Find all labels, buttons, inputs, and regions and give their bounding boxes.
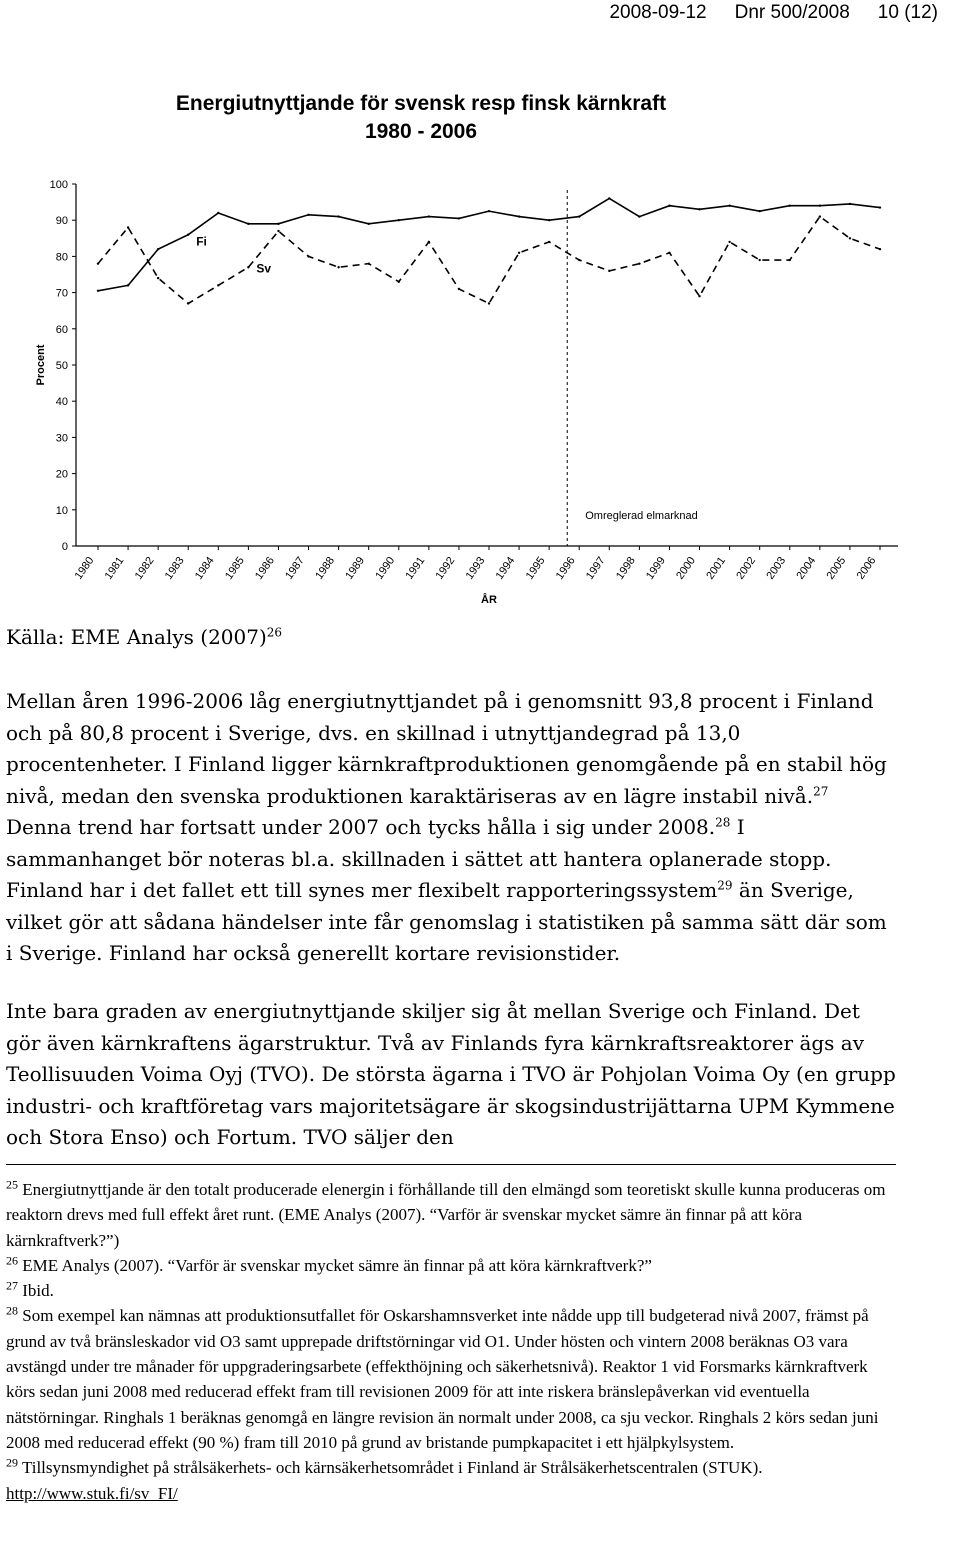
data-point-sv bbox=[879, 248, 881, 250]
data-point-fi bbox=[458, 217, 460, 219]
series-label-sv: Sv bbox=[256, 261, 272, 276]
x-tick-label: 1980 bbox=[72, 554, 97, 582]
data-point-sv bbox=[127, 226, 129, 228]
paragraph-1-part-2: Denna trend har fortsatt under 2007 och tycks hålla i sig under 2008. bbox=[6, 815, 716, 839]
data-point-fi bbox=[608, 197, 610, 199]
y-tick-label: 50 bbox=[55, 360, 68, 372]
y-tick-label: 30 bbox=[55, 432, 68, 445]
footnote-25-number: 25 bbox=[6, 1177, 18, 1192]
footnote-28-number: 28 bbox=[6, 1303, 18, 1318]
header-date: 2008-09-12 bbox=[609, 2, 707, 23]
footnote-ref-26: 26 bbox=[266, 625, 283, 640]
source-text: Källa: EME Analys (2007) bbox=[6, 625, 267, 649]
footnote-27-text: Ibid. bbox=[22, 1281, 54, 1301]
stuk-link[interactable]: http://www.stuk.fi/sv_FI/ bbox=[6, 1483, 178, 1503]
paragraph-1-part-3: I sammanhanget bör noteras bl.a. skillnaden i sättet att hantera oplanerade stopp. Finland har i det fallet ett till synes mer flexibelt rapporteringssystem bbox=[6, 815, 832, 902]
data-point-sv bbox=[578, 259, 580, 261]
data-point-sv bbox=[307, 255, 309, 257]
data-point-sv bbox=[398, 281, 400, 283]
data-point-fi bbox=[307, 214, 309, 216]
x-tick-label: 2004 bbox=[794, 554, 819, 582]
data-point-sv bbox=[458, 288, 460, 290]
footnotes bbox=[6, 1164, 896, 1506]
x-tick-label: 1995 bbox=[523, 554, 548, 582]
x-tick-label: 2001 bbox=[704, 554, 729, 582]
x-tick-label: 1997 bbox=[583, 554, 608, 582]
x-tick-label: 2005 bbox=[824, 554, 849, 582]
chart-subtitle: 1980 - 2006 bbox=[364, 120, 478, 143]
data-point-fi bbox=[728, 205, 730, 207]
data-point-sv bbox=[518, 252, 520, 254]
x-tick-label: 1989 bbox=[343, 554, 368, 582]
paragraph-2-text: Inte bara graden av energiutnyttjande skiljer sig åt mellan Sverige och Finland. Det gör även kärnkraftens ägarstruktur. Två av Finlands fyra kärnkraftsreaktorer ägs av Teollisuuden Voima Oyj (TVO). De största ägarna i TVO är Pohjolan Voima Oy (en grupp industri- och kraftföretag vars majoritetsägare är skogsindustrijättarna UPM Kymmene och Stora Enso) och Fortum. TVO säljer den bbox=[6, 999, 896, 1149]
y-tick-label: 100 bbox=[49, 179, 68, 191]
data-point-sv bbox=[277, 230, 279, 232]
x-tick-label: 1991 bbox=[403, 554, 428, 582]
footnote-25 bbox=[6, 1177, 896, 1253]
data-point-sv bbox=[728, 241, 730, 243]
chart-title: Energiutnyttjande för svensk resp finsk kärnkraft bbox=[175, 92, 667, 115]
x-tick-label: 1993 bbox=[463, 554, 488, 582]
data-point-fi bbox=[337, 215, 339, 217]
data-point-sv bbox=[488, 302, 490, 304]
data-point-sv bbox=[698, 295, 700, 297]
data-point-fi bbox=[157, 248, 159, 250]
data-point-sv bbox=[789, 259, 791, 261]
utilization-line-chart bbox=[20, 86, 910, 611]
y-tick-label: 0 bbox=[61, 541, 68, 553]
data-point-fi bbox=[277, 223, 279, 225]
data-point-fi bbox=[247, 223, 249, 225]
data-point-sv bbox=[367, 262, 369, 264]
data-point-sv bbox=[428, 241, 430, 243]
chart-source bbox=[6, 622, 896, 654]
footnote-26-text: EME Analys (2007). “Varför är svenskar mycket sämre än finnar på att köra kärnkraftverk?” bbox=[22, 1255, 652, 1275]
data-point-sv bbox=[187, 302, 189, 304]
y-tick-label: 10 bbox=[55, 504, 68, 517]
data-point-sv bbox=[638, 262, 640, 264]
data-point-fi bbox=[367, 223, 369, 225]
footnote-29-text: Tillsynsmyndighet på strålsäkerhets- och kärnsäkerhetsområdet i Finland är Strålsäkerhetscentralen (STUK). bbox=[21, 1458, 763, 1478]
footnote-29-number: 29 bbox=[6, 1455, 18, 1470]
series-label-fi: Fi bbox=[196, 234, 207, 249]
x-tick-label: 1999 bbox=[644, 554, 668, 582]
data-point-sv bbox=[97, 262, 99, 264]
x-tick-label: 1996 bbox=[553, 554, 578, 582]
x-tick-label: 2000 bbox=[674, 554, 698, 582]
x-tick-label: 1986 bbox=[253, 554, 277, 582]
data-point-fi bbox=[398, 219, 400, 221]
data-point-fi bbox=[97, 290, 99, 292]
footnote-ref-27: 27 bbox=[813, 783, 829, 798]
data-point-fi bbox=[849, 203, 851, 205]
data-point-sv bbox=[217, 284, 219, 286]
y-tick-label: 70 bbox=[55, 287, 68, 300]
data-point-fi bbox=[578, 215, 580, 217]
footnote-27 bbox=[6, 1278, 896, 1303]
y-tick-label: 20 bbox=[55, 468, 68, 481]
y-tick-label: 90 bbox=[55, 215, 68, 228]
x-tick-label: 1990 bbox=[373, 554, 398, 582]
data-point-sv bbox=[758, 259, 760, 261]
data-point-fi bbox=[187, 233, 189, 235]
data-point-fi bbox=[518, 215, 520, 217]
series-line-sv bbox=[98, 217, 880, 304]
paragraph-1-part-4: än Sverige, vilket gör att sådana händelser inte får genomslag i statistiken på samma sätt där som i Sverige. Finland har också generellt kortare revisionstider. bbox=[6, 878, 887, 965]
x-tick-label: 1987 bbox=[283, 554, 307, 582]
data-point-fi bbox=[548, 219, 550, 221]
data-point-sv bbox=[247, 266, 249, 268]
footnote-ref-28: 28 bbox=[715, 815, 731, 830]
y-tick-label: 60 bbox=[55, 323, 68, 336]
x-tick-label: 1994 bbox=[493, 554, 518, 582]
paragraph-1 bbox=[6, 686, 896, 970]
data-point-sv bbox=[608, 270, 610, 272]
x-tick-label: 2006 bbox=[854, 554, 879, 582]
footnote-26 bbox=[6, 1253, 896, 1278]
footnote-28-text: Som exempel kan nämnas att produktionsutfallet för Oskarshamnsverket inte nådde upp till budgeterad nivå 2007, främst på grund av två bränsleskador vid O3 samt upprepade driftstörningar vid O1. Under hösten och vintern 2008 beräknas O3 vara avstängd under tre månader för uppgraderingsarbete (effekthöjning och säkerhetsnivå). Reaktor 1 vid Forsmarks kärnkraftverk körs sedan juni 2008 med reducerad effekt fram till revisionen 2009 för att inte riskera bränslepåverkan vid eventuella nätstörningar. Ringhals 1 beräknas genomgå en längre revision än normalt under 2008, ca sju veckor. Ringhals 2 körs sedan juni 2008 med reducerad effekt (90 %) fram till 2010 på grund av bristande pumpkapacitet i ett hjälpkylsystem. bbox=[6, 1306, 879, 1452]
y-tick-label: 80 bbox=[55, 251, 68, 264]
data-point-fi bbox=[428, 215, 430, 217]
x-tick-label: 2002 bbox=[734, 554, 759, 582]
deregulation-annotation: Omreglerad elmarknad bbox=[585, 509, 698, 522]
data-point-sv bbox=[337, 266, 339, 268]
x-tick-label: 1998 bbox=[613, 554, 638, 582]
footnote-26-number: 26 bbox=[6, 1253, 18, 1268]
data-point-sv bbox=[849, 237, 851, 239]
data-point-sv bbox=[819, 215, 821, 217]
footnote-ref-29: 29 bbox=[717, 878, 733, 893]
paragraph-1-part-1: Mellan åren 1996-2006 låg energiutnyttjandet på i genomsnitt 93,8 procent i Finland och på 80,8 procent i Sverige, dvs. en skillnad i utnyttjandegrad på 13,0 procentenheter. I Finland ligger kärnkraftproduktionen genomgående på en stabil hög nivå, medan den svenska produktionen karaktäriseras av en lägre instabil nivå. bbox=[6, 689, 887, 808]
y-tick-label: 40 bbox=[55, 396, 68, 409]
data-point-sv bbox=[668, 252, 670, 254]
footnote-27-number: 27 bbox=[6, 1278, 18, 1293]
data-point-sv bbox=[548, 241, 550, 243]
y-axis-label: Procent bbox=[35, 344, 47, 386]
paragraph-2 bbox=[6, 996, 896, 1154]
data-point-fi bbox=[488, 210, 490, 212]
header-page-number: 10 (12) bbox=[877, 2, 938, 23]
data-point-fi bbox=[698, 208, 700, 210]
footnote-25-text: Energiutnyttjande är den totalt producerade elenergin i förhållande till den elmängd som teoretiskt skulle kunna produceras om reaktorn drevs med full effekt året runt. (EME Analys (2007). “Varför är svenskar mycket sämre än finnar på att köra kärnkraftverk?”) bbox=[6, 1180, 886, 1250]
data-point-fi bbox=[217, 212, 219, 214]
x-tick-label: 1982 bbox=[132, 554, 157, 582]
x-tick-label: 1985 bbox=[222, 554, 247, 582]
page-header bbox=[609, 0, 938, 28]
data-point-fi bbox=[668, 205, 670, 207]
x-tick-label: 1988 bbox=[313, 554, 338, 582]
x-tick-label: 1984 bbox=[192, 554, 217, 582]
data-point-fi bbox=[638, 215, 640, 217]
x-tick-label: 1981 bbox=[102, 554, 127, 582]
header-dnr: Dnr 500/2008 bbox=[734, 2, 850, 23]
data-point-fi bbox=[819, 205, 821, 207]
x-tick-label: 1992 bbox=[433, 554, 458, 582]
footnote-28 bbox=[6, 1303, 896, 1455]
data-point-fi bbox=[879, 206, 881, 208]
x-tick-label: 1983 bbox=[162, 554, 187, 582]
footnote-29 bbox=[6, 1455, 896, 1506]
x-axis-label: ÅR bbox=[481, 594, 497, 606]
data-point-fi bbox=[127, 284, 129, 286]
x-tick-label: 2003 bbox=[764, 554, 789, 582]
data-point-sv bbox=[157, 277, 159, 279]
data-point-fi bbox=[758, 210, 760, 212]
data-point-fi bbox=[789, 205, 791, 207]
